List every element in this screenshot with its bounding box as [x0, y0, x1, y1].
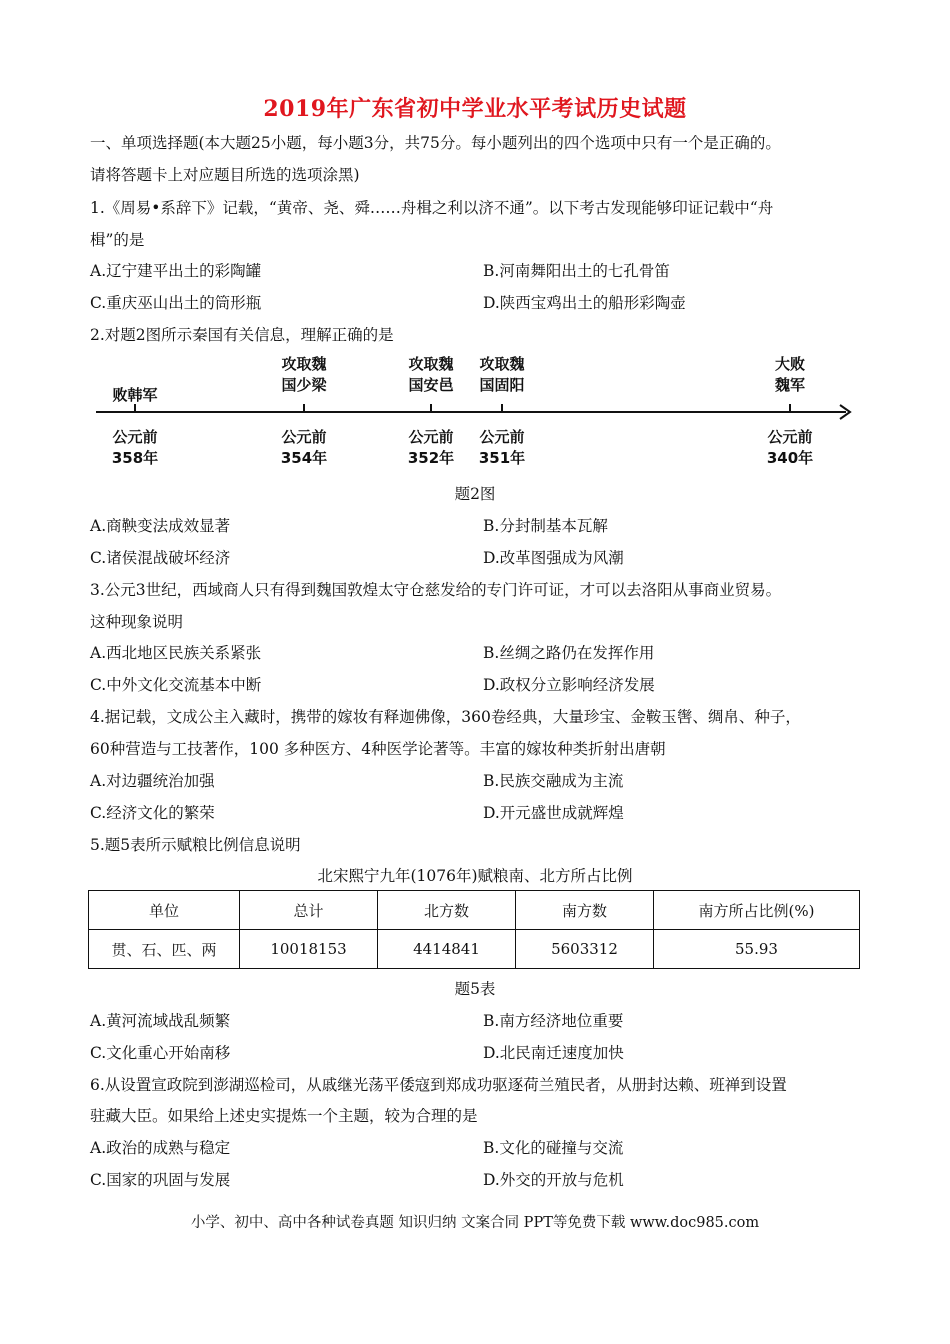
table-cell: 10018153: [240, 930, 378, 969]
q4-option-d: D.开元盛世成就辉煌: [483, 804, 624, 822]
q2-option-a: A.商鞅变法成效显著: [90, 517, 231, 535]
timeline-event-3-line-1: 攻取魏: [408, 355, 454, 373]
timeline-date-5-line-1: 公元前: [767, 428, 813, 446]
q3-option-b: B.丝绸之路仍在发挥作用: [483, 644, 655, 662]
q4-option-a: A.对边疆统治加强: [90, 772, 215, 790]
timeline-event-4: [479, 354, 524, 396]
timeline-date-5-line-2: 340年: [766, 449, 814, 467]
q6-option-d: D.外交的开放与危机: [483, 1171, 624, 1189]
q3-stem-line-2: 这种现象说明: [90, 613, 184, 631]
q5-stem: 5.题5表所示赋粮比例信息说明: [90, 836, 301, 854]
timeline-date-4-line-2: 351年: [478, 449, 526, 467]
timeline-date-1-line-2: 358年: [111, 449, 159, 467]
timeline-date-1: [112, 427, 158, 469]
timeline-date-4-line-1: 公元前: [479, 428, 525, 446]
timeline-tick: [501, 404, 503, 413]
q2-option-c: C.诸侯混战破坏经济: [90, 549, 231, 567]
timeline-event-2: [281, 354, 326, 396]
q4-stem-line-2: 60种营造与工技著作，100 多种医方、4种医学论著等。丰富的嫁妆种类折射出唐朝: [90, 740, 666, 758]
timeline-arrow-icon: [836, 403, 854, 421]
timeline-date-2: [281, 427, 327, 469]
q2-option-d: D.改革图强成为风潮: [483, 549, 624, 567]
q6-stem-line-2: 驻藏大臣。如果给上述史实提炼一个主题，较为合理的是: [90, 1107, 478, 1125]
timeline-date-3: [408, 427, 454, 469]
timeline-date-5: [767, 427, 813, 469]
q2-stem: 2.对题2图所示秦国有关信息，理解正确的是: [90, 326, 394, 344]
q6-option-c: C.国家的巩固与发展: [90, 1171, 231, 1189]
timeline-tick: [303, 404, 305, 413]
q5-table-title: 北宋熙宁九年(1076年)赋粮南、北方所占比例: [317, 867, 633, 885]
table-header-cell: 南方数: [516, 891, 654, 930]
table-cell: 贯、石、匹、两: [89, 930, 240, 969]
q3-option-d: D.政权分立影响经济发展: [483, 676, 655, 694]
q1-stem-line-1: 1.《周易•系辞下》记载，“黄帝、尧、舜……舟楫之利以济不通”。以下考古发现能够印证记载中“舟: [90, 199, 774, 217]
q5-table-caption: 题5表: [454, 980, 496, 998]
q6-option-a: A.政治的成熟与稳定: [90, 1139, 231, 1157]
q3-option-c: C.中外文化交流基本中断: [90, 676, 262, 694]
timeline-event-1: 败韩军: [112, 386, 158, 404]
timeline-event-5: [775, 354, 805, 396]
timeline-event-3: [408, 354, 453, 396]
q1-option-a: A.辽宁建平出土的彩陶罐: [90, 262, 262, 280]
timeline-axis: [96, 411, 846, 413]
timeline-event-3-line-2: 国安邑: [408, 376, 454, 394]
q1-option-b: B.河南舞阳出土的七孔骨笛: [483, 262, 670, 280]
table-header-cell: 北方数: [378, 891, 516, 930]
timeline-event-2-line-1: 攻取魏: [281, 355, 327, 373]
table-header-cell: 单位: [89, 891, 240, 930]
tax-grain-table: [88, 890, 860, 969]
timeline-date-3-line-1: 公元前: [408, 428, 454, 446]
timeline-date-1-line-1: 公元前: [112, 428, 158, 446]
table-header-row: [89, 891, 860, 930]
page-footer: 小学、初中、高中各种试卷真题 知识归纳 文案合同 PPT等免费下载 www.doc985.com: [190, 1215, 760, 1231]
q1-option-d: D.陕西宝鸡出土的船形彩陶壶: [483, 294, 686, 312]
timeline-tick: [430, 404, 432, 413]
timeline-event-4-line-1: 攻取魏: [479, 355, 525, 373]
timeline-date-4: [479, 427, 525, 469]
q5-option-d: D.北民南迁速度加快: [483, 1044, 624, 1062]
section-intro-line-2: 请将答题卡上对应题目所选的选项涂黑): [90, 166, 360, 184]
timeline-date-3-line-2: 352年: [407, 449, 455, 467]
q4-option-c: C.经济文化的繁荣: [90, 804, 215, 822]
q2-option-b: B.分封制基本瓦解: [483, 517, 608, 535]
q4-stem-line-1: 4.据记载，文成公主入藏时，携带的嫁妆有释迦佛像，360卷经典，大量珍宝、金鞍玉辔、绸帛、种子，: [90, 708, 801, 726]
table-cell: 55.93: [654, 930, 860, 969]
q3-option-a: A.西北地区民族关系紧张: [90, 644, 262, 662]
q1-stem-line-2: 楫”的是: [90, 231, 145, 249]
table-header-cell: 总计: [240, 891, 378, 930]
timeline-date-2-line-1: 公元前: [281, 428, 327, 446]
timeline-event-2-line-2: 国少梁: [281, 376, 327, 394]
q6-option-b: B.文化的碰撞与交流: [483, 1139, 624, 1157]
q6-stem-line-1: 6.从设置宣政院到澎湖巡检司，从戚继光荡平倭寇到郑成功驱逐荷兰殖民者，从册封达赖、班禅到设置: [90, 1076, 787, 1094]
timeline-event-5-line-2: 魏军: [774, 376, 806, 394]
q4-option-b: B.民族交融成为主流: [483, 772, 624, 790]
table-cell: 4414841: [378, 930, 516, 969]
timeline-date-2-line-2: 354年: [280, 449, 328, 467]
timeline-event-4-line-2: 国固阳: [479, 376, 525, 394]
table-header-cell: 南方所占比例(%): [654, 891, 860, 930]
table-row: [89, 930, 860, 969]
q5-option-c: C.文化重心开始南移: [90, 1044, 231, 1062]
q2-figure-caption: 题2图: [454, 485, 496, 503]
timeline-event-5-line-1: 大败: [774, 355, 806, 373]
timeline-tick: [789, 404, 791, 413]
page-title: 2019年广东省初中学业水平考试历史试题: [263, 96, 687, 122]
q5-option-b: B.南方经济地位重要: [483, 1012, 624, 1030]
table-cell: 5603312: [516, 930, 654, 969]
section-intro-line-1: 一、单项选择题(本大题25小题，每小题3分，共75分。每小题列出的四个选项中只有一个是正确的。: [90, 134, 781, 152]
q5-option-a: A.黄河流域战乱频繁: [90, 1012, 231, 1030]
q3-stem-line-1: 3.公元3世纪，西域商人只有得到魏国敦煌太守仓慈发给的专门许可证，才可以去洛阳从事商业贸易。: [90, 581, 782, 599]
q1-option-c: C.重庆巫山出土的筒形瓶: [90, 294, 262, 312]
